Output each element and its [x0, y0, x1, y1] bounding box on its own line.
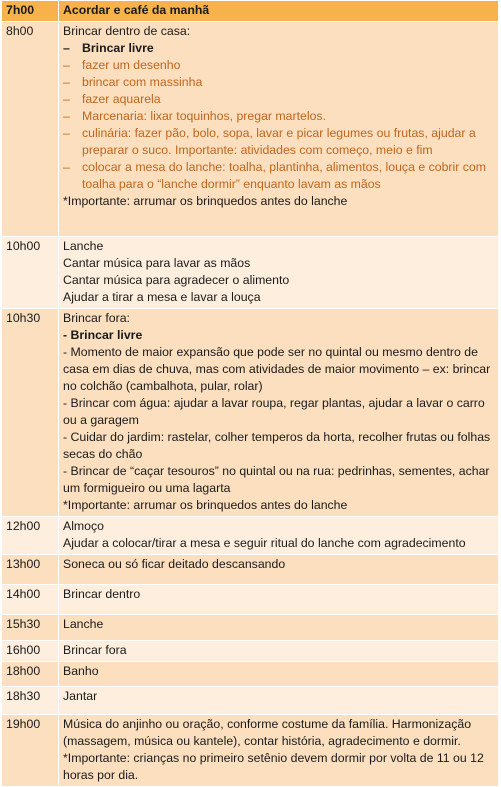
time-cell: 10h30 — [2, 309, 59, 517]
time-cell: 15h30 — [2, 615, 59, 641]
activity-cell — [59, 309, 499, 517]
activity-cell: Lanche — [59, 615, 499, 641]
activity-line: - Brincar de “caçar tesouros” no quintal ou na rua: pedrinhas, sementes, achar um formigueiro ou uma lagarta — [63, 464, 490, 495]
activity-cell: Acordar e café da manhã — [59, 1, 499, 22]
activity-line: Lanche — [63, 239, 104, 253]
activity-item: – Brincar livre — [63, 40, 494, 57]
schedule-row-1900 — [2, 715, 498, 787]
activity-item: – Marcenaria: lixar toquinhos, pregar martelos. — [63, 108, 494, 125]
activity-line: Ajudar a colocar/tirar a mesa e seguir ritual do lanche com agradecimento — [63, 536, 466, 550]
activity-cell — [59, 22, 499, 237]
schedule-row-1400 — [2, 585, 498, 615]
schedule-row-1530 — [2, 615, 498, 641]
activity-line: Cantar música para lavar as mãos — [63, 256, 251, 270]
time-cell: 19h00 — [2, 715, 59, 787]
schedule-header-row — [2, 1, 498, 22]
time-cell: 8h00 — [2, 22, 59, 237]
time-cell: 14h00 — [2, 585, 59, 615]
activity-item: – fazer aquarela — [63, 91, 494, 108]
activity-item: – culinária: fazer pão, bolo, sopa, lavar e picar legumes ou frutas, ajudar a preparar o suco. Importante: atividades com começo, meio e fim — [63, 125, 494, 159]
schedule-row-0800 — [2, 22, 498, 237]
time-cell: 18h30 — [2, 687, 59, 715]
activity-cell: Brincar dentro — [59, 585, 499, 615]
activity-line: *Importante: crianças no primeiro setênio devem dormir por volta de 11 ou 12 horas por dia. — [63, 751, 484, 782]
time-cell: 10h00 — [2, 237, 59, 309]
schedule-row-1300 — [2, 555, 498, 585]
schedule-row-1200 — [2, 517, 498, 555]
activity-list — [63, 40, 494, 193]
activity-intro: Brincar dentro de casa: — [63, 24, 191, 38]
activity-line: *Importante: arrumar os brinquedos antes do lanche — [63, 498, 348, 512]
time-cell: 16h00 — [2, 641, 59, 662]
schedule-row-1830 — [2, 687, 498, 715]
activity-item: – colocar a mesa do lanche: toalha, plantinha, alimentos, louça e cobrir com toalha para o “lanche dormir” enquanto lavam as mãos — [63, 159, 494, 193]
activity-line: - Brincar livre — [63, 328, 143, 342]
activity-cell — [59, 517, 499, 555]
activity-line: - Cuidar do jardim: rastelar, colher temperos da horta, recolher frutas ou folhas secas do chão — [63, 430, 491, 461]
activity-line: Música do anjinho ou oração, conforme costume da família. Harmonização (massagem, música ou kantele), contar história, agradecimento e dormir. — [63, 717, 472, 748]
activity-line: - Brincar com água: ajudar a lavar roupa, regar plantas, ajudar a lavar o carro ou a garagem — [63, 396, 485, 427]
schedule-row-1000 — [2, 237, 498, 309]
activity-item: – brincar com massinha — [63, 74, 494, 91]
activity-cell: Brincar fora — [59, 641, 499, 662]
time-cell: 7h00 — [2, 1, 59, 22]
activity-line: Cantar música para agradecer o alimento — [63, 273, 290, 287]
time-cell: 13h00 — [2, 555, 59, 585]
time-cell: 18h00 — [2, 662, 59, 687]
schedule-table — [2, 1, 498, 787]
time-cell: 12h00 — [2, 517, 59, 555]
activity-note: *Importante: arrumar os brinquedos antes do lanche — [63, 194, 348, 208]
activity-line: Brincar fora: — [63, 311, 130, 325]
schedule-row-1800 — [2, 662, 498, 687]
activity-line: Ajudar a tirar a mesa e lavar a louça — [63, 290, 261, 304]
activity-line: - Momento de maior expansão que pode ser no quintal ou mesmo dentro de casa em dias de chuva, mas com atividades de maior movimento – ex: brincar no colchão (cambalhota, pular, rolar) — [63, 345, 491, 393]
activity-line: Almoço — [63, 519, 105, 533]
schedule-row-1030 — [2, 309, 498, 517]
activity-item: – fazer um desenho — [63, 57, 494, 74]
activity-cell: Banho — [59, 662, 499, 687]
activity-cell — [59, 237, 499, 309]
activity-cell — [59, 715, 499, 787]
schedule-row-1600 — [2, 641, 498, 662]
activity-cell: Jantar — [59, 687, 499, 715]
activity-cell: Soneca ou só ficar deitado descansando — [59, 555, 499, 585]
